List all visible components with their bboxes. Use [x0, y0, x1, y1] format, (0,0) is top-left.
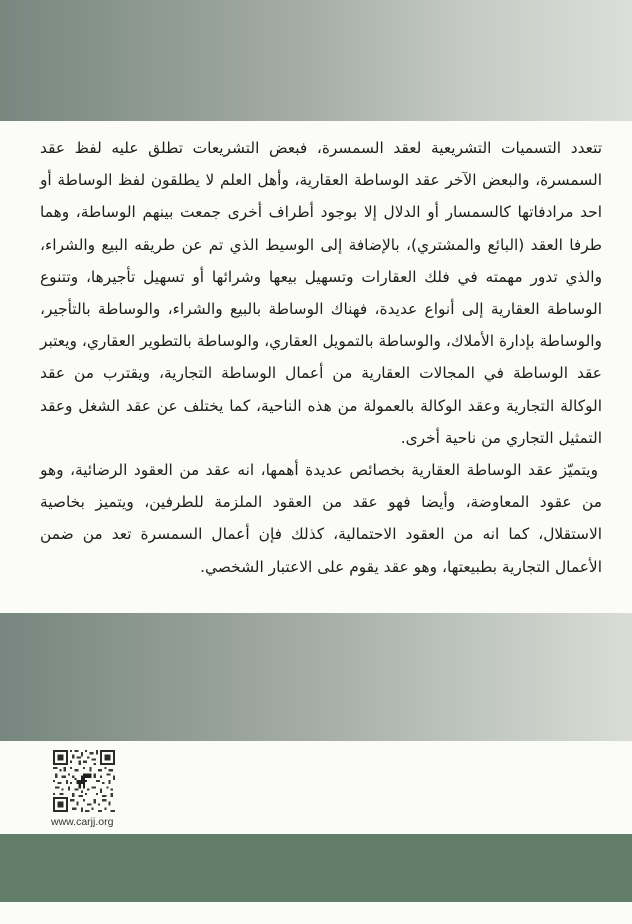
qr-code-icon[interactable] — [52, 750, 116, 812]
top-gradient-band — [0, 0, 632, 121]
paragraph-1: تتعدد التسميات التشريعية لعقد السمسرة، فبعض التشريعات تطلق عليه لفظ عقد السمسرة، والبعض الآخر عقد الوساطة العقارية، وأهل العلم لا يطلقون لفظ الوساطة أو احد مرادفاتها كالسمسار أو الدلال إلا بوجود أطراف أخرى جمعت بينهم الوساطة، وهما طرفا العقد (البائع والمشتري)، بالإضافة إلى الوسيط الذي تم عن طريقه البيع والشراء، والذي تدور مهمته في فلك العقارات وتسهيل بيعها وشرائها أو تسهيل تأجيرها، وتتنوع الوساطة العقارية إلى أنواع عديدة، فهناك الوساطة بالبيع والشراء، والوساطة بالتأجير، والوساطة بإدارة الأملاك، والوساطة بالتمويل العقاري، والوساطة بالتطوير العقاري، ويعتبر عقد الوساطة في المجالات العقارية من أعمال الوساطة التجارية، ويقترب من عقد الوكالة التجارية وعقد الوكالة بالعمولة من هذه الناحية، كما يختلف عن عقد الشغل وعقد التمثيل التجاري من ناحية أخرى. — [40, 139, 602, 447]
middle-gradient-band — [0, 613, 632, 741]
bottom-green-band — [0, 834, 632, 902]
paragraph-2: ويتميّز عقد الوساطة العقارية بخصائص عديدة أهمها، انه عقد من العقود الرضائية، وهو من عقود المعاوضة، وأيضا فهو عقد من العقود الملزمة للطرفين، ويتميز بخاصية الاستقلال، كما انه من العقود الاحتمالية، كذلك فإن أعمال السمسرة تعد من ضمن الأعمال التجارية بطبيعتها، وهو عقد يقوم على الاعتبار الشخصي. — [40, 461, 602, 576]
website-url-link[interactable]: www.carjj.org — [51, 816, 114, 828]
body-text — [40, 132, 602, 583]
